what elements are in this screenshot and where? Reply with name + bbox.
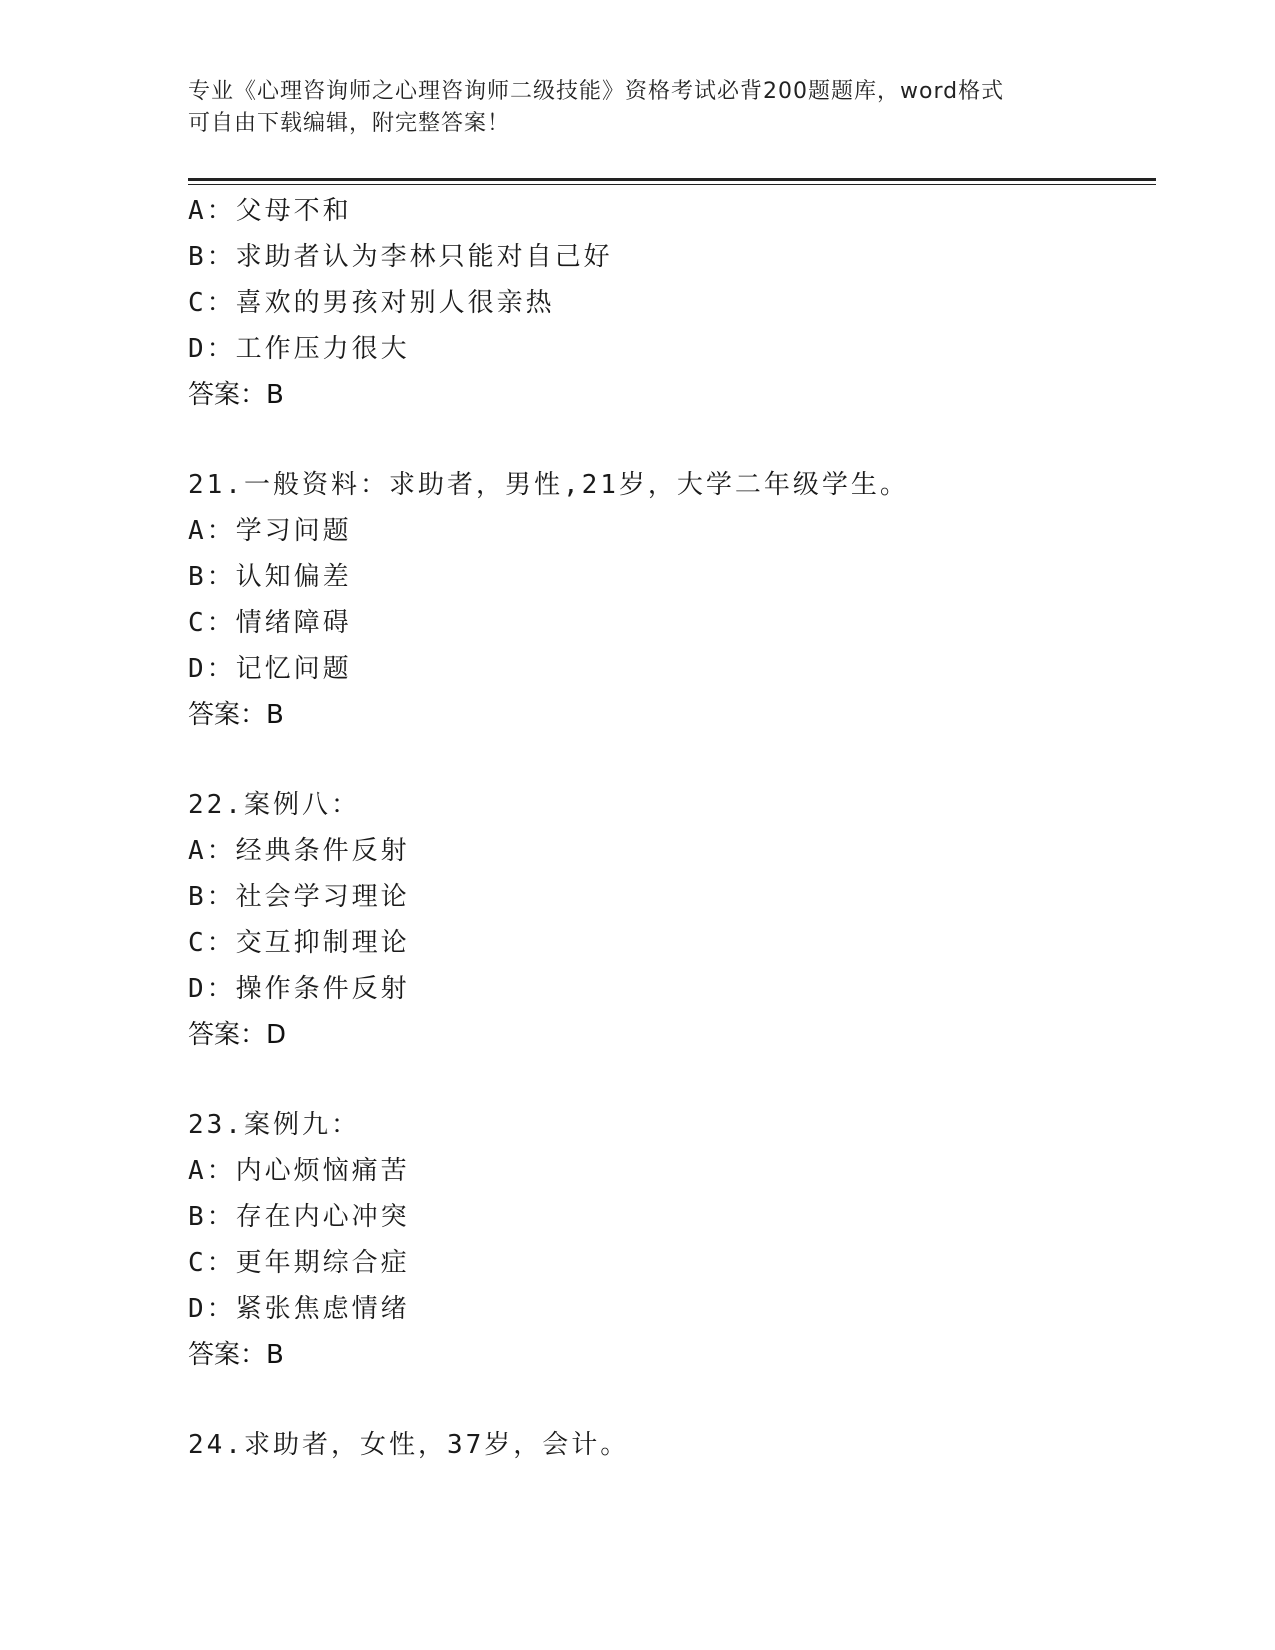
option-b: B：求助者认为李林只能对自己好 — [188, 242, 613, 272]
option-c: C：更年期综合症 — [188, 1248, 410, 1278]
answer-line: 答案：B — [188, 1340, 284, 1370]
option-a: A：父母不和 — [188, 196, 352, 226]
option-a: A：内心烦恼痛苦 — [188, 1156, 410, 1186]
question-list — [188, 188, 1156, 1468]
answer-line: 答案：B — [188, 380, 284, 410]
question-23: 23.案例九： — [188, 1110, 360, 1140]
option-a: A：学习问题 — [188, 516, 352, 546]
option-b: B：认知偏差 — [188, 562, 352, 592]
option-a: A：经典条件反射 — [188, 836, 410, 866]
option-d: D：记忆问题 — [188, 654, 352, 684]
question-22: 22.案例八： — [188, 790, 360, 820]
option-b: B：存在内心冲突 — [188, 1202, 410, 1232]
header-divider-thick — [188, 178, 1156, 181]
option-d: D：工作压力很大 — [188, 334, 410, 364]
header-line-2: 可自由下载编辑，附完整答案！ — [188, 111, 511, 136]
answer-line: 答案：B — [188, 700, 284, 730]
option-c: C：情绪障碍 — [188, 608, 352, 638]
option-c: C：喜欢的男孩对别人很亲热 — [188, 288, 555, 318]
option-c: C：交互抑制理论 — [188, 928, 410, 958]
option-d: D：紧张焦虑情绪 — [188, 1294, 410, 1324]
option-d: D：操作条件反射 — [188, 974, 410, 1004]
answer-line: 答案：D — [188, 1020, 287, 1050]
option-b: B：社会学习理论 — [188, 882, 410, 912]
question-21: 21.一般资料：求助者，男性,21岁，大学二年级学生。 — [188, 470, 909, 500]
header-divider-thin — [188, 184, 1156, 185]
question-24: 24.求助者，女性，37岁，会计。 — [188, 1430, 630, 1460]
document-header — [188, 76, 1088, 140]
header-line-1: 专业《心理咨询师之心理咨询师二级技能》资格考试必背200题题库，word格式 — [188, 79, 1005, 104]
